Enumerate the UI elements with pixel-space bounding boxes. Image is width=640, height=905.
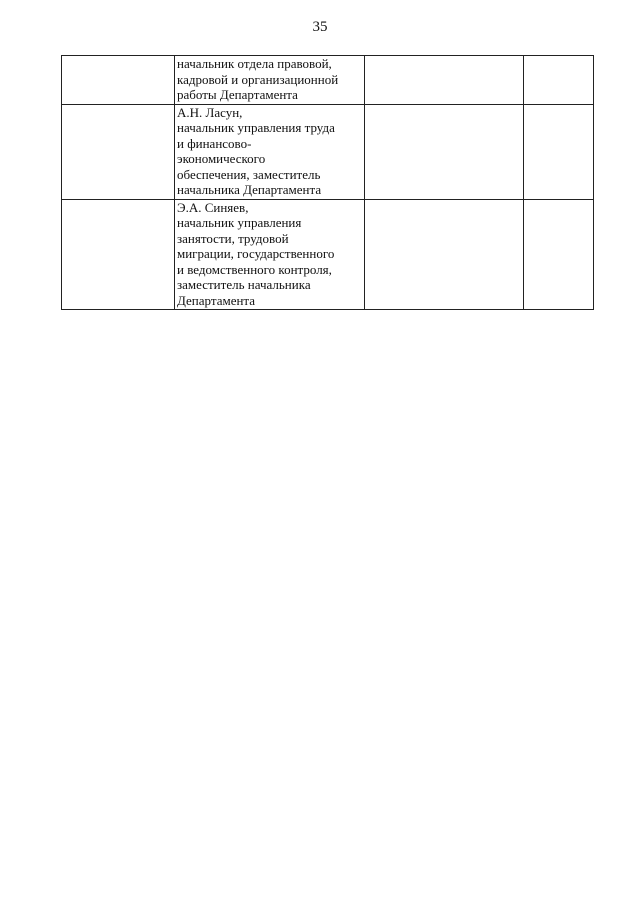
table-cell-empty: [524, 199, 594, 310]
cell-text-line: Департамента: [177, 292, 256, 308]
cell-text-line: экономического: [177, 151, 266, 166]
table-row: [62, 199, 594, 310]
cell-text-line: кадровой и организационной: [177, 71, 339, 87]
table-cell-empty: [62, 199, 175, 310]
table-cell-position: [175, 199, 365, 310]
cell-text-line: Э.А. Синяев,: [177, 199, 249, 215]
table-cell-position: [175, 104, 365, 199]
table-row: [62, 56, 594, 105]
cell-text-line: начальника Департамента: [177, 182, 322, 197]
table-row: [62, 104, 594, 199]
table-cell-empty: [62, 56, 175, 105]
cell-text-line: миграции, государственного: [177, 246, 335, 261]
cell-text-line: и ведомственного контроля,: [177, 261, 332, 277]
cell-text-line: работы Департамента: [177, 87, 298, 102]
cell-text-line: обеспечения, заместитель: [177, 166, 321, 182]
table-cell-empty: [365, 199, 524, 310]
document-table: [61, 55, 594, 310]
cell-text-line: начальник отдела правовой,: [177, 56, 332, 71]
table-cell-empty: [524, 56, 594, 105]
cell-text-line: заместитель начальника: [177, 277, 311, 292]
cell-text-line: начальник управления: [177, 215, 302, 230]
table-cell-empty: [524, 104, 594, 199]
table-cell-empty: [365, 56, 524, 105]
cell-text-line: занятости, трудовой: [177, 230, 289, 246]
cell-text-line: и финансово-: [177, 135, 252, 151]
table-cell-empty: [365, 104, 524, 199]
table-cell-empty: [62, 104, 175, 199]
page-number: 35: [312, 19, 328, 35]
cell-text-line: А.Н. Ласун,: [177, 104, 243, 120]
table-cell-position: [175, 56, 365, 105]
cell-text-line: начальник управления труда: [177, 120, 335, 135]
